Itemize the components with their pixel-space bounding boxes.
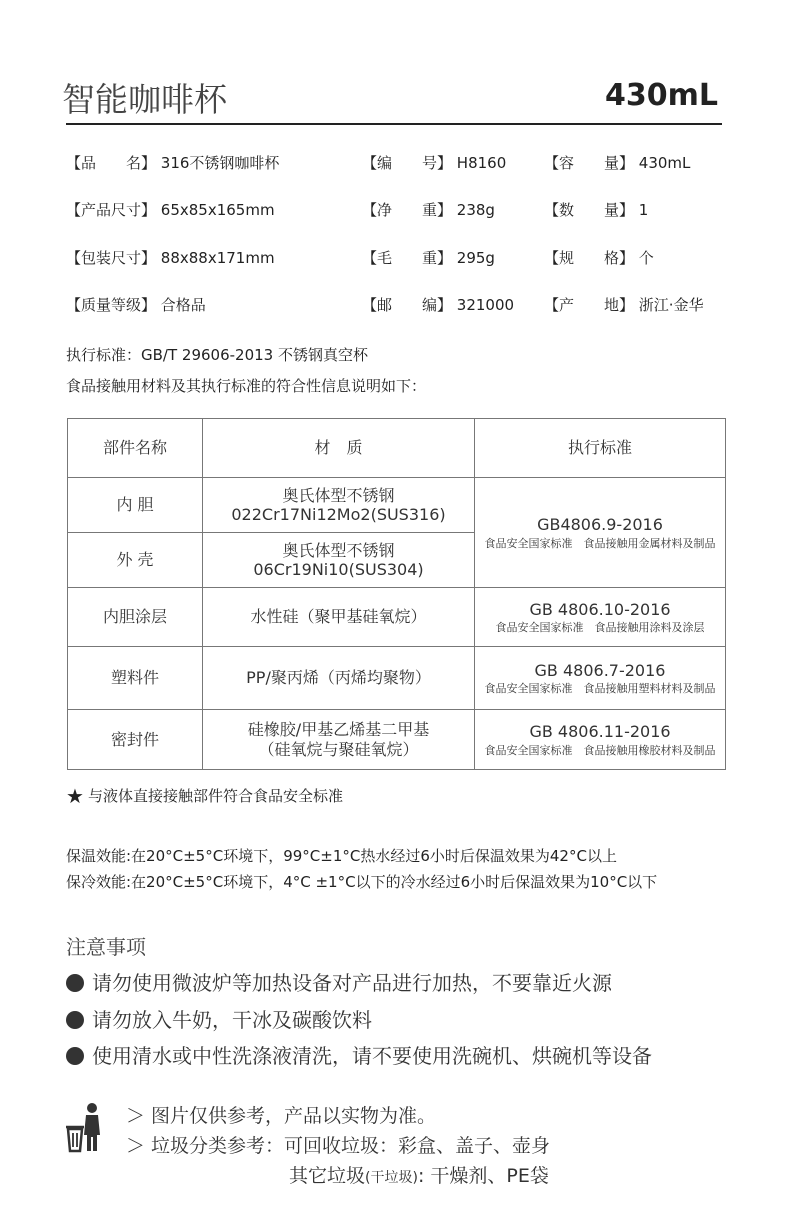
spec-label: 【净 重】 — [362, 201, 453, 219]
spec-label: 【毛 重】 — [362, 249, 453, 267]
notice-title: 注意事项 — [66, 935, 146, 959]
spec-value: 65x85x165mm — [160, 201, 275, 219]
heat-retention-text: 保温效能:在20°C±5°C环境下，99°C±1°C热水经过6小时后保温效果为42°C以上 — [66, 847, 617, 865]
table-row — [68, 478, 726, 533]
food-safety-note — [66, 782, 343, 806]
spec-net-weight — [362, 199, 495, 220]
table-row — [68, 647, 726, 710]
food-safety-note-text: 与液体直接接触部件符合食品安全标准 — [87, 787, 343, 805]
material-line: （硅氧烷与聚硅氧烷） — [258, 739, 419, 759]
standard-desc: 食品安全国家标准 食品接触用金属材料及制品 — [484, 536, 716, 550]
standard-cell — [475, 588, 726, 647]
part-name: 内胆涂层 — [68, 588, 203, 647]
standard-code: GB 4806.10-2016 — [529, 599, 671, 619]
material-line: PP/聚丙烯（丙烯均聚物） — [246, 668, 431, 688]
spec-value: 316不锈钢咖啡杯 — [160, 154, 280, 172]
spec-value: 295g — [456, 249, 495, 267]
notice-item-text: 使用清水或中性洗涤液清洗，请不要使用洗碗机、烘碗机等设备 — [92, 1044, 652, 1068]
cold-retention-text: 保冷效能:在20°C±5°C环境下，4°C ±1°C以下的冷水经过6小时后保温效果为10°C以下 — [66, 873, 658, 891]
title-divider — [66, 123, 722, 125]
bullet-icon — [66, 974, 84, 992]
spec-value: 1 — [638, 201, 649, 219]
material-cell — [203, 710, 475, 770]
notice-item — [66, 1004, 372, 1033]
spec-unit — [544, 247, 654, 268]
spec-gross-weight — [362, 247, 495, 268]
standard-code: GB 4806.7-2016 — [534, 660, 666, 680]
standard-cell — [475, 478, 726, 588]
standard-code: GB4806.9-2016 — [537, 515, 663, 535]
part-name: 塑料件 — [68, 647, 203, 710]
spec-value: 238g — [456, 201, 495, 219]
part-name: 外 壳 — [68, 533, 203, 588]
table-header: 部件名称 — [68, 419, 203, 478]
waste-sorting-recyclable: ＞ 垃圾分类参考：可回收垃圾：彩盒、盖子、壶身 — [126, 1135, 551, 1157]
notice-item — [66, 1040, 652, 1069]
table-row — [68, 710, 726, 770]
material-cell — [203, 588, 475, 647]
dry-waste-label: (干垃圾) — [365, 1170, 418, 1186]
spec-quantity — [544, 199, 648, 220]
spec-label: 【包装尺寸】 — [66, 249, 157, 267]
material-line: 硅橡胶/甲基乙烯基二甲基 — [247, 720, 430, 740]
material-cell — [203, 533, 475, 588]
other-waste-label: 其它垃圾 — [289, 1165, 366, 1187]
table-header: 材 质 — [203, 419, 475, 478]
other-waste-items: : 干燥剂、PE袋 — [417, 1165, 549, 1187]
spec-label: 【规 格】 — [544, 249, 635, 267]
spec-label: 【品 名】 — [66, 154, 157, 172]
notice-item — [66, 967, 612, 996]
spec-origin — [544, 294, 704, 315]
spec-label: 【邮 编】 — [362, 296, 453, 314]
image-reference-note: ＞ 图片仅供参考，产品以实物为准。 — [126, 1105, 437, 1127]
spec-product-size — [66, 199, 275, 220]
spec-name — [66, 152, 279, 173]
spec-value: 合格品 — [160, 296, 206, 314]
table-header: 执行标准 — [475, 419, 726, 478]
spec-package-size — [66, 247, 275, 268]
conformity-statement: 食品接触用材料及其执行标准的符合性信息说明如下： — [66, 377, 427, 395]
standard-cell — [475, 647, 726, 710]
capacity-heading: 430mL — [605, 78, 718, 113]
spec-value: 88x88x171mm — [160, 249, 275, 267]
material-cell — [203, 647, 475, 710]
spec-value: 浙江·金华 — [638, 296, 704, 314]
execution-standard: 执行标准：GB/T 29606-2013 不锈钢真空杯 — [66, 346, 368, 364]
spec-quality-grade — [66, 294, 206, 315]
spec-postcode — [362, 294, 514, 315]
bullet-icon — [66, 1047, 84, 1065]
spec-label: 【产 地】 — [544, 296, 635, 314]
material-line: 022Cr17Ni12Mo2(SUS316) — [231, 505, 446, 524]
standard-code: GB 4806.11-2016 — [529, 722, 671, 742]
standard-cell — [475, 710, 726, 770]
notice-item-text: 请勿使用微波炉等加热设备对产品进行加热，不要靠近火源 — [92, 971, 612, 995]
waste-sorting-other — [289, 1161, 549, 1188]
spec-value: 个 — [638, 249, 654, 267]
bullet-icon — [66, 1011, 84, 1029]
spec-label: 【产品尺寸】 — [66, 201, 157, 219]
star-icon: ★ — [66, 784, 84, 808]
spec-code — [362, 152, 506, 173]
table-row — [68, 588, 726, 647]
spec-value: 321000 — [456, 296, 515, 314]
material-line: 奥氏体型不锈钢 — [282, 540, 395, 560]
spec-label: 【数 量】 — [544, 201, 635, 219]
part-name: 内 胆 — [68, 478, 203, 533]
spec-capacity — [544, 152, 690, 173]
spec-value: 430mL — [638, 154, 691, 172]
standard-desc: 食品安全国家标准 食品接触用涂料及涂层 — [495, 621, 705, 634]
spec-label: 【容 量】 — [544, 154, 635, 172]
material-line: 06Cr19Ni10(SUS304) — [253, 560, 424, 579]
part-name: 密封件 — [68, 710, 203, 770]
spec-label: 【编 号】 — [362, 154, 453, 172]
table-header-row — [68, 419, 726, 478]
standard-desc: 食品安全国家标准 食品接触用橡胶材料及制品 — [484, 743, 716, 757]
spec-label: 【质量等级】 — [66, 296, 157, 314]
material-line: 水性硅（聚甲基硅氧烷） — [250, 607, 427, 627]
material-cell — [203, 478, 475, 533]
spec-value: H8160 — [456, 154, 507, 172]
page-title: 智能咖啡杯 — [62, 80, 227, 119]
notice-item-text: 请勿放入牛奶，干冰及碳酸饮料 — [92, 1008, 372, 1032]
standard-desc: 食品安全国家标准 食品接触用塑料材料及制品 — [484, 682, 716, 695]
material-line: 奥氏体型不锈钢 — [282, 485, 395, 505]
materials-table — [67, 418, 726, 770]
recycle-person-icon — [66, 1101, 108, 1153]
